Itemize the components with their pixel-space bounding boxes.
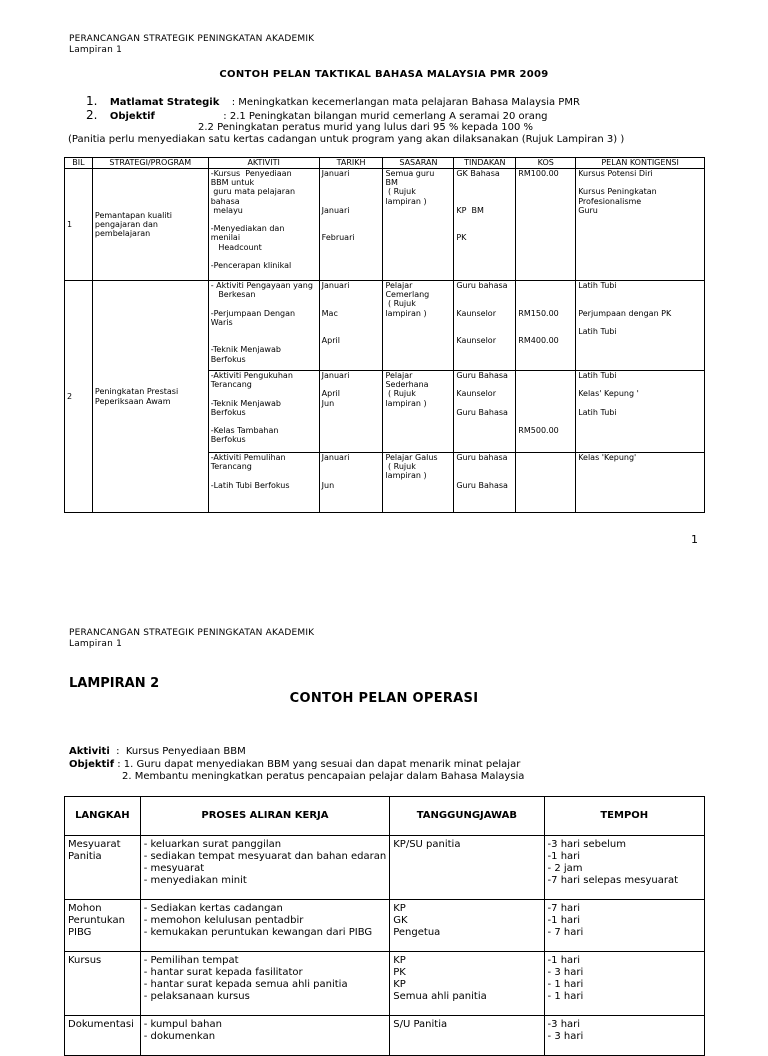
op-langkah-cell: [65, 836, 141, 900]
op-proses-line: - sediakan tempat mesyuarat dan bahan edaran: [143, 851, 387, 862]
row2b-aktiviti-line: -Teknik Menjawab: [210, 398, 281, 408]
row2c-aktiviti-line: -Latih Tubi Berfokus: [210, 480, 290, 490]
row2a-kos-line: [518, 318, 573, 327]
item1-number: 1.: [86, 94, 98, 108]
op-tempoh-cell: [544, 900, 704, 952]
row2b-tarikh-line: April: [321, 389, 340, 399]
objektif-text1: : 1. Guru dapat menyediakan BBM yang sesuai dan dapat menarik minat pelajar: [114, 759, 521, 770]
row2a-kos-line: [518, 290, 573, 299]
row1-sasaran-line: lampiran ): [385, 196, 427, 206]
op-proses-cell: [140, 952, 390, 1016]
op-tanggung-line: GK: [393, 915, 408, 926]
row2b-aktiviti-line: -Kelas Tambahan: [210, 426, 279, 436]
op-proses-line: - pelaksanaan kursus: [143, 991, 250, 1002]
row2b-kos-line: [518, 408, 573, 417]
op-proses-line: - mesyuarat: [143, 863, 205, 874]
row2b-kos-line: [518, 389, 573, 398]
op-proses-line: - Pemilihan tempat: [143, 955, 239, 966]
row1-tindakan-line: [456, 215, 513, 224]
row2a-aktiviti-line: Berkesan: [210, 290, 256, 300]
row2b-aktiviti-line: [211, 389, 317, 398]
op-tanggung-line: KP: [393, 903, 406, 914]
row2b-pelan-line: Kelas' Kepung ': [578, 389, 639, 399]
op-proses-line: - dokumenkan: [143, 1031, 216, 1042]
row2b-kos-line: [518, 380, 573, 389]
op-langkah-line: Mohon: [68, 903, 102, 914]
table-row: [65, 1016, 705, 1056]
row2a-tarikh-line: Mac: [321, 308, 338, 318]
row2c-tindakan: [454, 453, 516, 513]
row2a-pelan-line: [578, 318, 702, 327]
row1-pelan-line: [578, 178, 702, 187]
op-tempoh-line: - 2 jam: [547, 863, 583, 874]
row1-pelan-line: Kursus Peningkatan: [578, 187, 657, 197]
row2a-aktiviti-line: [211, 327, 317, 336]
row2a-tarikh-line: [322, 290, 381, 299]
tactical-plan-table: [64, 157, 705, 513]
row2b-tarikh-line: Jun: [321, 398, 335, 408]
row2a-tindakan-line: Kaunselor: [456, 308, 496, 318]
row2-strategi-line: Peningkatan Prestasi: [94, 387, 179, 397]
row2b-pelan-line: Latih Tubi: [578, 407, 617, 417]
row2a-kos-line: [518, 299, 573, 308]
row2a-tindakan-line: [456, 327, 513, 336]
op-tempoh-cell: [544, 836, 704, 900]
row2a-kos-line: [518, 327, 573, 336]
row2a-tindakan-line: [456, 318, 513, 327]
objektif-label: Objektif: [69, 759, 115, 770]
op-tempoh-line: -1 hari: [547, 915, 581, 926]
row2a-aktiviti-line: -Perjumpaan Dengan: [210, 308, 296, 318]
row1-sasaran-line: ( Rujuk: [385, 187, 416, 197]
row2c-pelan-line: Kelas 'Kepung': [578, 453, 637, 462]
row2-strategi-line: Peperiksaan Awam: [94, 396, 171, 406]
row1-tarikh-line: [322, 224, 381, 233]
row2b-pelan-line: [578, 380, 702, 389]
op-langkah-line: Kursus: [68, 955, 102, 966]
header-sasaran: SASARAN: [383, 158, 454, 169]
op-tempoh-cell: [544, 952, 704, 1016]
row2c-aktiviti-line: [211, 471, 317, 480]
row1-aktiviti-line: Headcount: [210, 242, 262, 252]
row1-tindakan-line: [456, 224, 513, 233]
page1-header-line2: Lampiran 1: [69, 45, 123, 55]
row1-aktiviti-line: guru mata pelajaran: [210, 187, 296, 197]
operation-plan-table: [64, 796, 705, 1056]
row1-strategi: [92, 169, 208, 281]
row2a-aktiviti-line: Waris: [210, 317, 233, 327]
row1-aktiviti-line: -Pencerapan klinikal: [210, 261, 292, 271]
header-kos: KOS: [516, 158, 576, 169]
table-row: [65, 900, 705, 952]
row2a-kos-line: RM150.00: [518, 308, 559, 318]
op-tanggung-line: KP: [393, 979, 406, 990]
row1-tarikh-line: Februari: [321, 233, 355, 243]
row2b-kos: [516, 371, 576, 453]
row2b-sasaran-line: ( Rujuk: [385, 389, 416, 399]
op-proses-line: - keluarkan surat panggilan: [143, 839, 282, 850]
op-tanggung-line: KP/SU panitia: [393, 839, 461, 850]
row2b-kos-line: [518, 417, 573, 426]
row1-strategi-line: pengajaran dan: [94, 219, 158, 229]
op-proses-cell: [140, 900, 390, 952]
table-header-row: [65, 797, 705, 836]
row2c-pelan: [576, 453, 705, 513]
row1-tarikh: [319, 169, 383, 281]
row1-aktiviti-line: [211, 215, 317, 224]
op-tanggung-line: KP: [393, 955, 406, 966]
row2b-tindakan-line: Guru Bahasa: [456, 371, 508, 380]
op-tanggung-line: S/U Panitia: [393, 1019, 448, 1030]
page1-title: CONTOH PELAN TAKTIKAL BAHASA MALAYSIA PMR 2009: [219, 69, 549, 80]
page2-title: CONTOH PELAN OPERASI: [289, 691, 479, 706]
op-tempoh-line: -1 hari: [547, 851, 581, 862]
row1-tarikh-line: [322, 215, 381, 224]
objektif-text2: 2. Membantu meningkatkan peratus pencapaian pelajar dalam Bahasa Malaysia: [122, 771, 525, 782]
table-row: [65, 952, 705, 1016]
row2b-sasaran: [383, 371, 454, 453]
row2a-tindakan-line: Guru bahasa: [456, 281, 508, 290]
row2b-aktiviti-line: Berfokus: [210, 407, 246, 417]
row2b-tindakan: [454, 371, 516, 453]
row1-tarikh-line: [322, 187, 381, 196]
op-tanggung-cell: [390, 836, 544, 900]
header-tindakan: TINDAKAN: [454, 158, 516, 169]
row2b-pelan-line: [578, 399, 702, 408]
op-langkah-line: Peruntukan: [68, 915, 125, 926]
aktiviti-label: Aktiviti: [69, 746, 110, 757]
row2a-kos: [516, 281, 576, 371]
header-aktiviti: AKTIVITI: [208, 158, 319, 169]
row2-strategi: [92, 281, 208, 513]
row1-bil: 1: [65, 169, 93, 281]
row2b-aktiviti-line: [211, 417, 317, 426]
op-tempoh-line: - 3 hari: [547, 967, 584, 978]
row2c-aktiviti-line: Terancang: [210, 462, 252, 472]
aktiviti-line: [69, 746, 246, 758]
row2c-kos: [516, 453, 576, 513]
row2a-aktiviti-line: [211, 299, 317, 308]
row2a-kos-line: [518, 281, 573, 290]
header-proses: PROSES ALIRAN KERJA: [140, 797, 390, 836]
row1-pelan-line: Profesionalisme: [578, 196, 642, 206]
row2a-tarikh-line: [322, 327, 381, 336]
row2c-tarikh-line: Jun: [321, 480, 335, 490]
row1-tindakan-line: PK: [456, 233, 467, 243]
op-langkah-line: Mesyuarat: [68, 839, 121, 850]
row2b-aktiviti: [208, 371, 319, 453]
row2b-sasaran-line: lampiran ): [385, 398, 427, 408]
op-tanggung-line: PK: [393, 967, 406, 978]
row1-sasaran: [383, 169, 454, 281]
row1-pelan-line: Guru: [578, 205, 598, 215]
op-proses-line: - hantar surat kepada semua ahli panitia: [143, 979, 348, 990]
row2c-tindakan-line: [456, 471, 513, 480]
table-row: [65, 281, 705, 371]
row2a-tindakan-line: [456, 299, 513, 308]
row2a-tarikh: [319, 281, 383, 371]
header-langkah: LANGKAH: [65, 797, 141, 836]
table-header-row: [65, 158, 705, 169]
row1-tindakan-line: [456, 178, 513, 187]
row2a-tarikh-line: Januari: [321, 281, 350, 290]
row2b-pelan: [576, 371, 705, 453]
op-proses-line: - kemukakan peruntukan kewangan dari PIBG: [143, 927, 373, 938]
row2c-sasaran: [383, 453, 454, 513]
op-tempoh-line: -7 hari: [547, 903, 581, 914]
row2a-sasaran-line: ( Rujuk: [385, 299, 416, 309]
item2-number: 2.: [86, 108, 98, 122]
row1-tarikh-line: [322, 178, 381, 187]
row2c-tindakan-line: [456, 462, 513, 471]
row1-tindakan: [454, 169, 516, 281]
row2a-pelan-line: Latih Tubi: [578, 327, 617, 337]
op-tempoh-line: - 1 hari: [547, 979, 584, 990]
row2a-pelan-line: [578, 299, 702, 308]
header-tarikh: TARIKH: [319, 158, 383, 169]
row2c-sasaran-line: lampiran ): [385, 471, 427, 481]
op-langkah-line: Dokumentasi: [68, 1019, 134, 1030]
item-objektif: [86, 109, 548, 123]
row1-aktiviti-line: [211, 252, 317, 261]
row2b-sasaran-line: Sederhana: [385, 380, 429, 390]
row2a-tarikh-line: [322, 318, 381, 327]
row2a-pelan-line: Latih Tubi: [578, 281, 617, 290]
page1-number: 1: [691, 533, 698, 546]
header-pelan: PELAN KONTIGENSI: [576, 158, 705, 169]
row2c-sasaran-line: Pelajar Galus: [385, 453, 438, 462]
item2-text: : 2.1 Peningkatan bilangan murid cemerlang A seramai 20 orang: [223, 111, 548, 122]
op-tanggung-cell: [390, 952, 544, 1016]
row2b-kos-line: [518, 399, 573, 408]
row2a-tarikh-line: April: [321, 336, 340, 346]
row1-sasaran-line: Semua guru: [385, 169, 435, 178]
row2c-tindakan-line: Guru bahasa: [456, 453, 508, 462]
table-row: [65, 836, 705, 900]
op-langkah-cell: [65, 952, 141, 1016]
row2c-tarikh-line: [322, 471, 381, 480]
row2a-aktiviti-line: - Aktiviti Pengayaan yang: [210, 281, 313, 290]
objektif-line: [69, 759, 520, 771]
item2-label: Objektif: [109, 111, 155, 122]
op-proses-cell: [140, 836, 390, 900]
item1-label: Matlamat Strategik: [109, 97, 220, 108]
item2-sub: 2.2 Peningkatan peratus murid yang lulus dari 95 % kepada 100 %: [198, 122, 534, 133]
op-proses-line: - hantar surat kepada fasilitator: [143, 967, 303, 978]
row1-tindakan-line: [456, 187, 513, 196]
row2a-sasaran-line: lampiran ): [385, 308, 427, 318]
row1-aktiviti-line: bahasa: [210, 196, 240, 206]
op-langkah-line: PIBG: [68, 927, 92, 938]
row2a-kos-line: RM400.00: [518, 336, 559, 346]
row2b-aktiviti-line: Berfokus: [210, 435, 246, 445]
aktiviti-text: : Kursus Penyediaan BBM: [109, 746, 246, 757]
header-strategi: STRATEGI/PROGRAM: [92, 158, 208, 169]
op-tempoh-cell: [544, 1016, 704, 1056]
row1-aktiviti-line: -Kursus Penyediaan: [210, 169, 292, 178]
panitia-note: (Panitia perlu menyediakan satu kertas cadangan untuk program yang akan dilaksanakan (Rujuk Lampiran 3) ): [68, 134, 625, 145]
op-tempoh-line: -3 hari: [547, 1019, 581, 1030]
page2-header-line1: PERANCANGAN STRATEGIK PENINGKATAN AKADEMIK: [69, 628, 315, 638]
row2c-sasaran-line: ( Rujuk: [385, 462, 416, 472]
row2a-sasaran-line: Cemerlang: [385, 290, 430, 300]
op-tempoh-line: -1 hari: [547, 955, 581, 966]
item-matlamat: [86, 95, 580, 109]
row1-aktiviti-line: -Menyediakan dan: [210, 224, 285, 234]
row2a-pelan: [576, 281, 705, 371]
op-tempoh-line: - 1 hari: [547, 991, 584, 1002]
row1-pelan: [576, 169, 705, 281]
row1-aktiviti-line: BBM untuk: [210, 178, 255, 188]
row2a-sasaran: [383, 281, 454, 371]
row2b-tindakan-line: Kaunselor: [456, 389, 496, 399]
row1-kos: [516, 169, 576, 281]
row2c-tarikh: [319, 453, 383, 513]
row2a-aktiviti-line: [211, 336, 317, 345]
lampiran2-title: LAMPIRAN 2: [69, 676, 160, 691]
row2a-tarikh-line: [322, 299, 381, 308]
row1-tindakan-line: [456, 197, 513, 206]
row1-kos-line: RM100.00: [518, 169, 559, 178]
header-tempoh: TEMPOH: [544, 797, 704, 836]
item1-text: : Meningkatkan kecemerlangan mata pelajaran Bahasa Malaysia PMR: [231, 97, 580, 108]
op-tempoh-line: -7 hari selepas mesyuarat: [547, 875, 679, 886]
op-langkah-line: Panitia: [68, 851, 102, 862]
row2a-tindakan-line: Kaunselor: [456, 336, 496, 346]
row1-aktiviti-line: menilai: [210, 233, 241, 243]
row2a-pelan-line: [578, 290, 702, 299]
row2c-aktiviti-line: -Aktiviti Pemulihan: [210, 453, 286, 462]
op-proses-line: - kumpul bahan: [143, 1019, 222, 1030]
row2c-tarikh-line: [322, 462, 381, 471]
op-proses-cell: [140, 1016, 390, 1056]
row2c-kos-line: [518, 453, 573, 462]
row1-pelan-line: Kursus Potensi Diri: [578, 169, 653, 178]
page1-header-line1: PERANCANGAN STRATEGIK PENINGKATAN AKADEMIK: [69, 34, 315, 44]
op-proses-line: - memohon kelulusan pentadbir: [143, 915, 304, 926]
op-langkah-cell: [65, 1016, 141, 1056]
row1-aktiviti-line: melayu: [210, 205, 243, 215]
op-tanggung-cell: [390, 1016, 544, 1056]
row2a-aktiviti-line: -Teknik Menjawab: [210, 345, 281, 355]
row2b-tarikh: [319, 371, 383, 453]
row1-strategi-line: pembelajaran: [94, 229, 151, 239]
table-row: [65, 169, 705, 281]
row2c-tindakan-line: Guru Bahasa: [456, 480, 508, 490]
page2-header: [69, 628, 314, 650]
row2-bil: 2: [65, 281, 93, 513]
row2b-aktiviti-line: Terancang: [210, 380, 252, 390]
header-tanggungjawab: TANGGUNGJAWAB: [390, 797, 544, 836]
row2a-tindakan-line: [456, 290, 513, 299]
op-proses-line: - Sediakan kertas cadangan: [143, 903, 283, 914]
row1-tarikh-line: Januari: [321, 205, 350, 215]
row1-tarikh-line: [322, 197, 381, 206]
op-langkah-cell: [65, 900, 141, 952]
header-bil: BIL: [65, 158, 93, 169]
row2c-tarikh-line: Januari: [321, 453, 350, 462]
row2b-tindakan-line: Guru Bahasa: [456, 407, 508, 417]
row2b-tindakan-line: [456, 380, 513, 389]
op-tanggung-cell: [390, 900, 544, 952]
row2b-kos-line: RM500.00: [518, 426, 559, 436]
row1-tindakan-line: GK Bahasa: [456, 169, 500, 178]
op-tempoh-line: -3 hari sebelum: [547, 839, 626, 850]
row2b-tarikh-line: [322, 380, 381, 389]
page1-header: [69, 34, 314, 56]
row2b-aktiviti-line: -Aktiviti Pengukuhan: [210, 371, 293, 380]
op-proses-line: - menyediakan minit: [143, 875, 247, 886]
row2a-tindakan: [454, 281, 516, 371]
op-tanggung-line: Semua ahli panitia: [393, 991, 487, 1002]
row2b-kos-line: [518, 371, 573, 380]
op-tanggung-line: Pengetua: [393, 927, 441, 938]
row2b-pelan-line: Latih Tubi: [578, 371, 617, 380]
row2a-sasaran-line: Pelajar: [385, 281, 413, 290]
row2a-pelan-line: Perjumpaan dengan PK: [578, 308, 672, 318]
row2b-tindakan-line: [456, 399, 513, 408]
row2b-sasaran-line: Pelajar: [385, 371, 413, 380]
row2a-aktiviti-line: Berfokus: [210, 354, 246, 364]
row1-sasaran-line: BM: [385, 178, 398, 188]
page2-header-line2: Lampiran 1: [69, 639, 123, 649]
row2a-aktiviti: [208, 281, 319, 371]
row1-tarikh-line: Januari: [321, 169, 350, 178]
row2b-tarikh-line: Januari: [321, 371, 350, 380]
row1-strategi-line: Pemantapan kualiti: [94, 210, 172, 220]
op-tempoh-line: - 3 hari: [547, 1031, 584, 1042]
row2c-aktiviti: [208, 453, 319, 513]
op-tempoh-line: - 7 hari: [547, 927, 584, 938]
row1-tindakan-line: KP BM: [456, 205, 484, 215]
row1-aktiviti: [208, 169, 319, 281]
